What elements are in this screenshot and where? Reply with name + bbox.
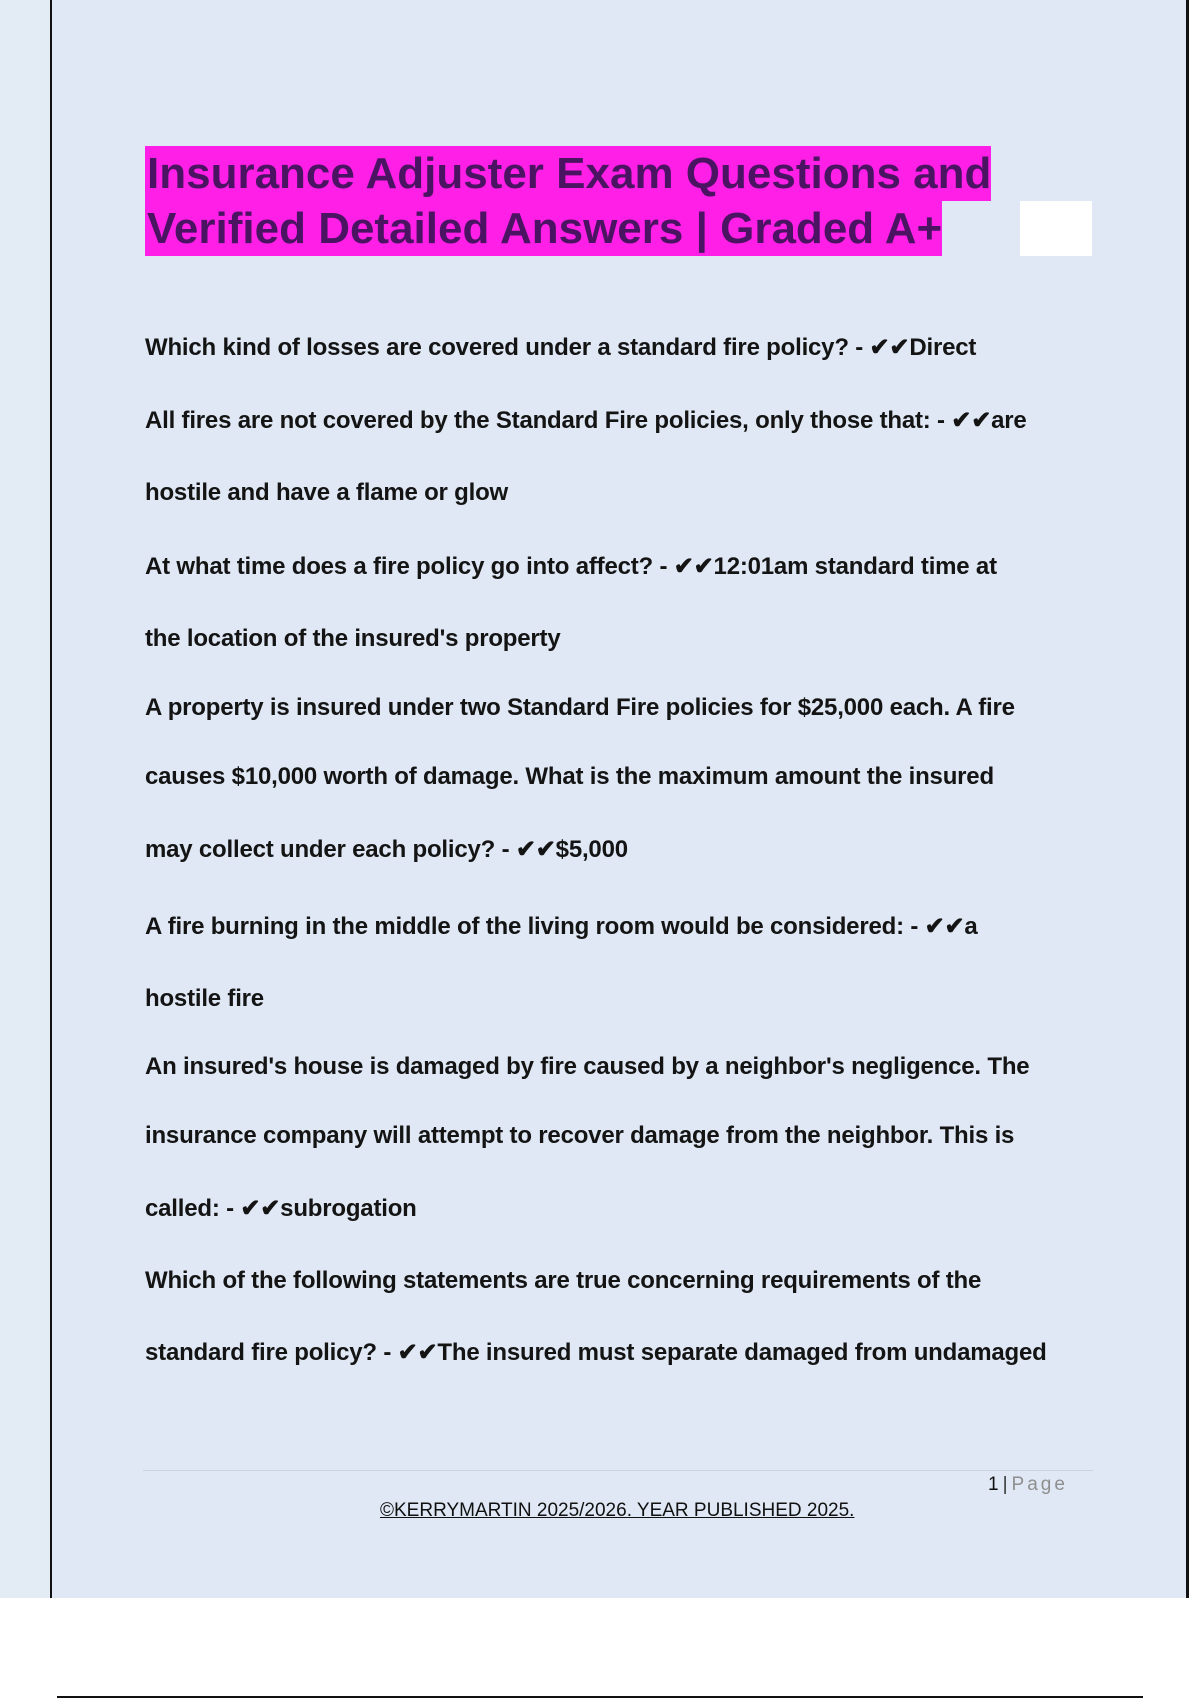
footer-divider	[143, 1470, 1093, 1471]
title-line-2: Verified Detailed Answers | Graded A+	[145, 201, 942, 256]
copyright-notice: ©KERRYMARTIN 2025/2026. YEAR PUBLISHED 2025.	[380, 1500, 855, 1521]
qa-line: called: - ✔✔subrogation	[145, 1195, 417, 1222]
left-margin	[0, 0, 50, 1598]
qa-line: A fire burning in the middle of the living room would be considered: - ✔✔a	[145, 913, 978, 940]
title-highlight-gap	[1020, 201, 1092, 256]
page-number-value: 1	[988, 1474, 999, 1495]
page-number-separator: |	[1002, 1474, 1008, 1495]
qa-line: hostile fire	[145, 985, 264, 1012]
qa-line: At what time does a fire policy go into affect? - ✔✔12:01am standard time at	[145, 553, 997, 580]
qa-line: standard fire policy? - ✔✔The insured must separate damaged from undamaged	[145, 1339, 1047, 1366]
qa-line: A property is insured under two Standard Fire policies for $25,000 each. A fire	[145, 694, 1015, 721]
qa-line: may collect under each policy? - ✔✔$5,000	[145, 836, 628, 863]
qa-line: causes $10,000 worth of damage. What is the maximum amount the insured	[145, 763, 994, 790]
document-title	[145, 146, 1093, 256]
page-number	[988, 1474, 1068, 1496]
qa-line: All fires are not covered by the Standard Fire policies, only those that: - ✔✔are	[145, 407, 1027, 434]
qa-line: Which kind of losses are covered under a standard fire policy? - ✔✔Direct	[145, 334, 977, 361]
qa-line: the location of the insured's property	[145, 625, 561, 652]
qa-line: insurance company will attempt to recover damage from the neighbor. This is	[145, 1122, 1015, 1149]
page-number-label: Page	[1011, 1474, 1068, 1495]
title-line-1: Insurance Adjuster Exam Questions and	[145, 146, 991, 201]
qa-line: hostile and have a flame or glow	[145, 479, 509, 506]
bottom-divider	[57, 1696, 1143, 1698]
qa-line: An insured's house is damaged by fire caused by a neighbor's negligence. The	[145, 1053, 1030, 1080]
qa-line: Which of the following statements are true concerning requirements of the	[145, 1267, 982, 1294]
